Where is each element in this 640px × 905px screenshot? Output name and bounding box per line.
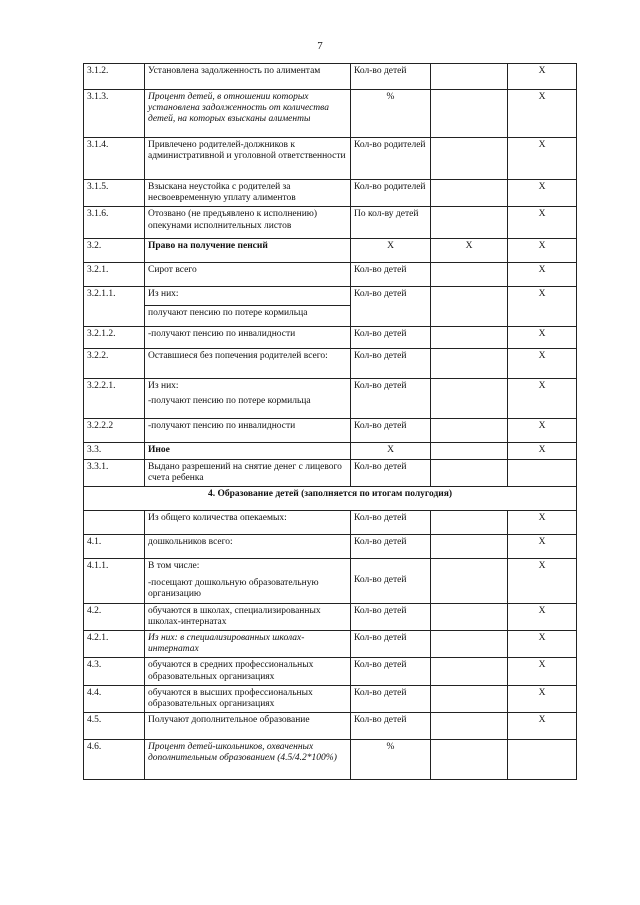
table-row	[84, 419, 577, 443]
table-row	[84, 239, 577, 263]
row-mark: X	[508, 658, 577, 685]
table-row	[84, 263, 577, 287]
row-mark: X	[508, 535, 577, 559]
row-col4	[431, 263, 508, 287]
table-row	[84, 327, 577, 349]
row-unit: По кол-ву детей	[351, 207, 431, 239]
row-col4	[431, 603, 508, 630]
table-row	[84, 685, 577, 712]
row-mark: X	[508, 559, 577, 604]
row-mark: X	[508, 327, 577, 349]
row-unit: X	[351, 239, 431, 263]
table-row	[84, 64, 577, 90]
table-row	[84, 740, 577, 780]
row-mark: X	[508, 713, 577, 740]
row-unit: Кол-во детей	[351, 559, 431, 604]
row-mark: X	[508, 287, 577, 327]
row-col4: X	[431, 239, 508, 263]
row-col4	[431, 327, 508, 349]
row-col4	[431, 658, 508, 685]
row-unit: Кол-во детей	[351, 263, 431, 287]
row-mark	[508, 459, 577, 486]
row-col4	[431, 740, 508, 780]
row-number: 3.2.2.2	[84, 419, 145, 443]
row-number: 3.2.2.1.	[84, 379, 145, 419]
row-col4	[431, 207, 508, 239]
row-mark: X	[508, 511, 577, 535]
row-text: Получают дополнительное образование	[145, 713, 351, 740]
row-mark: X	[508, 631, 577, 658]
row-unit: Кол-во детей	[351, 603, 431, 630]
row-text: Из них: в специализированных школах-интернатах	[145, 631, 351, 658]
row-unit: Кол-во родителей	[351, 180, 431, 207]
row-number: 4.3.	[84, 658, 145, 685]
row-number: 4.6.	[84, 740, 145, 780]
row-text: Иное	[145, 443, 351, 459]
table-row	[84, 631, 577, 658]
row-col4	[431, 419, 508, 443]
table-row	[84, 713, 577, 740]
row-unit: Кол-во детей	[351, 511, 431, 535]
row-col4	[431, 535, 508, 559]
row-mark	[508, 740, 577, 780]
row-text: Оставшиеся без попечения родителей всего:	[145, 349, 351, 379]
row-col4	[431, 349, 508, 379]
table-row	[84, 658, 577, 685]
row-unit: Кол-во детей	[351, 379, 431, 419]
row-unit: Кол-во детей	[351, 713, 431, 740]
row-col4	[431, 511, 508, 535]
table-row	[84, 180, 577, 207]
row-text: В том числе: -посещают дошкольную образовательную организацию	[145, 559, 351, 604]
row-unit: Кол-во детей	[351, 459, 431, 486]
row-text: Установлена задолженность по алиментам	[145, 64, 351, 90]
page-number: 7	[317, 40, 323, 52]
row-number: 4.2.1.	[84, 631, 145, 658]
row-number: 3.1.6.	[84, 207, 145, 239]
row-text: Взыскана неустойка с родителей за несвоевременную уплату алиментов	[145, 180, 351, 207]
row-col4	[431, 138, 508, 180]
row-mark: X	[508, 263, 577, 287]
row-unit: Кол-во детей	[351, 64, 431, 90]
table-row	[84, 287, 577, 327]
row-unit: Кол-во детей	[351, 685, 431, 712]
row-mark: X	[508, 685, 577, 712]
row-text: -получают пенсию по инвалидности	[145, 419, 351, 443]
row-col4	[431, 180, 508, 207]
row-number: 3.2.1.	[84, 263, 145, 287]
row-unit: Кол-во детей	[351, 327, 431, 349]
row-unit: Кол-во детей	[351, 287, 431, 327]
row-col4	[431, 631, 508, 658]
table-row	[84, 459, 577, 486]
table-row	[84, 379, 577, 419]
table-row	[84, 603, 577, 630]
row-number: 4.1.1.	[84, 559, 145, 604]
row-mark: X	[508, 180, 577, 207]
row-mark: X	[508, 349, 577, 379]
row-number: 4.5.	[84, 713, 145, 740]
row-mark: X	[508, 443, 577, 459]
row-mark: X	[508, 138, 577, 180]
row-unit: Кол-во детей	[351, 535, 431, 559]
table-row	[84, 349, 577, 379]
row-mark: X	[508, 207, 577, 239]
row-text: Из общего количества опекаемых:	[145, 511, 351, 535]
row-text: Отозвано (не предъявлено к исполнению) опекунами исполнительных листов	[145, 207, 351, 239]
row-text: обучаются в школах, специализированных школах-интернатах	[145, 603, 351, 630]
row-mark: X	[508, 379, 577, 419]
row-number: 3.3.	[84, 443, 145, 459]
row-number: 3.2.2.	[84, 349, 145, 379]
table-row	[84, 90, 577, 138]
row-number: 3.2.1.2.	[84, 327, 145, 349]
row-text: Процент детей-школьников, охваченных дополнительным образованием (4.5/4.2*100%)	[145, 740, 351, 780]
row-col4	[431, 64, 508, 90]
row-text: дошкольников всего:	[145, 535, 351, 559]
row-number: 4.2.	[84, 603, 145, 630]
row-col4	[431, 90, 508, 138]
row-col4	[431, 443, 508, 459]
table-row	[84, 207, 577, 239]
row-text: Из них: получают пенсию по потере кормильца	[145, 287, 351, 327]
row-mark: X	[508, 239, 577, 263]
row-mark: X	[508, 64, 577, 90]
row-text: Сирот всего	[145, 263, 351, 287]
row-number: 3.2.1.1.	[84, 287, 145, 327]
row-col4	[431, 713, 508, 740]
report-table	[83, 63, 577, 780]
row-col4	[431, 459, 508, 486]
row-text: -получают пенсию по инвалидности	[145, 327, 351, 349]
section-row	[84, 487, 577, 511]
table-row	[84, 511, 577, 535]
table-row	[84, 443, 577, 459]
row-mark: X	[508, 90, 577, 138]
section-4-heading: 4. Образование детей (заполняется по итогам полугодия)	[84, 487, 577, 511]
row-number: 3.1.3.	[84, 90, 145, 138]
row-unit: %	[351, 90, 431, 138]
row-number: 3.1.4.	[84, 138, 145, 180]
table-row	[84, 559, 577, 604]
row-number: 3.3.1.	[84, 459, 145, 486]
table-row	[84, 535, 577, 559]
row-text: Процент детей, в отношении которых установлена задолженность от количества детей, на которых взысканы алименты	[145, 90, 351, 138]
row-text: Выдано разрешений на снятие денег с лицевого счета ребенка	[145, 459, 351, 486]
row-text: Право на получение пенсий	[145, 239, 351, 263]
row-unit: Кол-во родителей	[351, 138, 431, 180]
row-text: Из них: -получают пенсию по потере кормильца	[145, 379, 351, 419]
row-number: 3.1.5.	[84, 180, 145, 207]
row-text: обучаются в средних профессиональных образовательных организациях	[145, 658, 351, 685]
row-text: обучаются в высших профессиональных образовательных организациях	[145, 685, 351, 712]
row-mark: X	[508, 419, 577, 443]
row-unit: Кол-во детей	[351, 658, 431, 685]
row-text: Привлечено родителей-должников к административной и уголовной ответственности	[145, 138, 351, 180]
row-number: 4.4.	[84, 685, 145, 712]
row-mark: X	[508, 603, 577, 630]
row-unit: X	[351, 443, 431, 459]
row-number	[84, 511, 145, 535]
row-unit: Кол-во детей	[351, 349, 431, 379]
row-number: 3.1.2.	[84, 64, 145, 90]
row-unit: %	[351, 740, 431, 780]
row-unit: Кол-во детей	[351, 631, 431, 658]
table-row	[84, 138, 577, 180]
row-number: 4.1.	[84, 535, 145, 559]
row-unit: Кол-во детей	[351, 419, 431, 443]
row-number: 3.2.	[84, 239, 145, 263]
row-col4	[431, 685, 508, 712]
